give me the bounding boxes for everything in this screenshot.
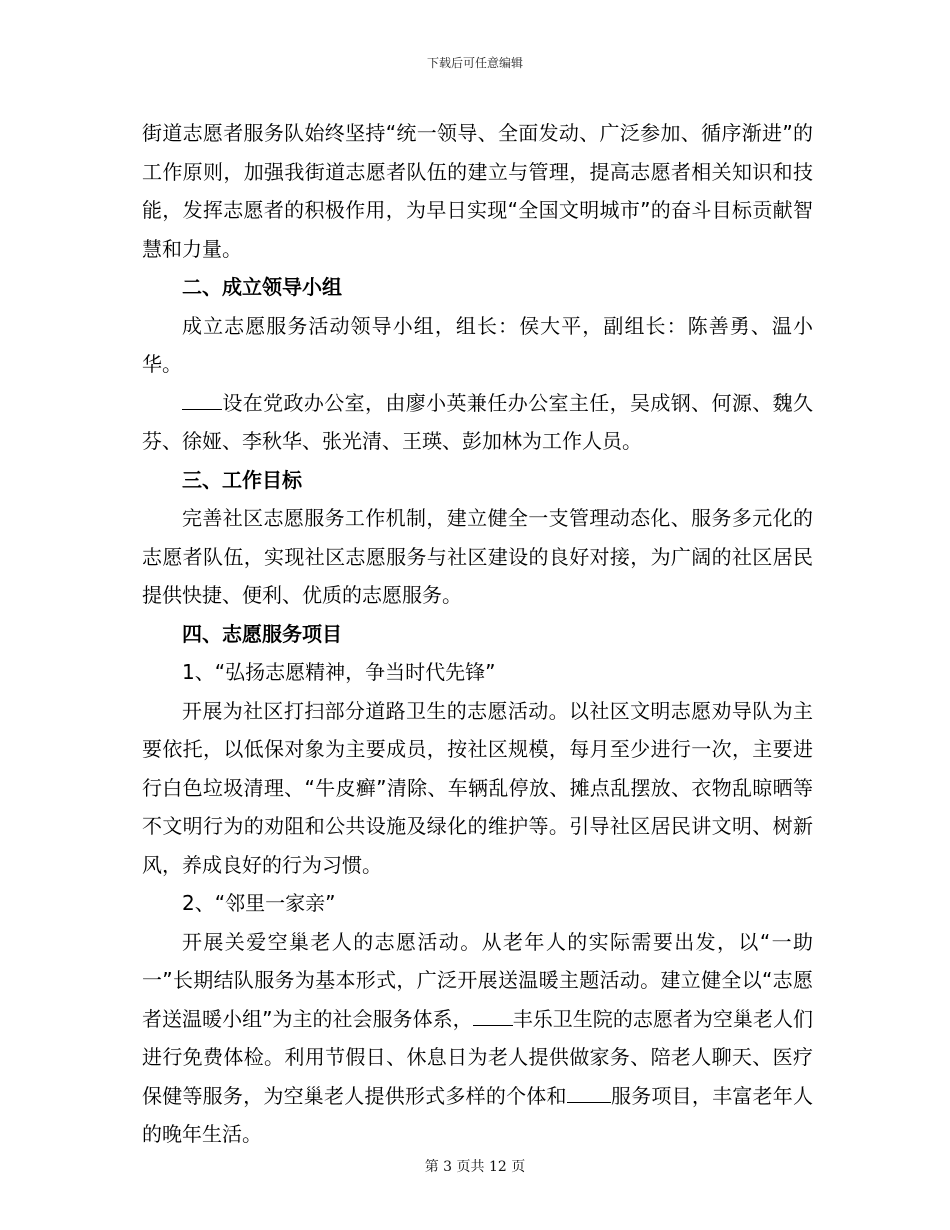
- page-footer: 第 3 页共 12 页: [424, 1159, 526, 1175]
- project-1-title: 1、“弘扬志愿精神，争当时代先锋”: [182, 660, 496, 684]
- fill-in-blank: [567, 1082, 611, 1103]
- section-heading-projects: 四、志愿服务项目: [182, 621, 342, 646]
- project-2-text-c: 服务项目，丰富老年人的晚年生活。: [142, 1083, 814, 1146]
- intro-paragraph: 街道志愿者服务队始终坚持“统一领导、全面发动、广泛参加、循序渐进”的工作原则，加强我街道志愿者队伍的建立与管理，提高志愿者相关知识和技能，发挥志愿者的积极作用，为早日实现“全国文明城市”的奋斗目标贡献智慧和力量。: [142, 121, 813, 261]
- section-heading-leadership: 二、成立领导小组: [182, 275, 342, 299]
- office-paragraph-text: 设在党政办公室，由廖小英兼任办公室主任，吴成钢、何源、魏久芬、徐娅、李秋华、张光清、王瑛、彭加林为工作人员。: [142, 390, 813, 453]
- fill-in-blank: [473, 1005, 513, 1026]
- goals-paragraph: 完善社区志愿服务工作机制，建立健全一支管理动态化、服务多元化的志愿者队伍，实现社区志愿服务与社区建设的良好对接，为广阔的社区居民提供快捷、便利、优质的志愿服务。: [142, 506, 813, 607]
- page-header: 下载后可任意编辑: [426, 56, 523, 70]
- document-body: [142, 114, 813, 1154]
- project-2-text-a: 开展关爱空巢老人的志愿活动。从老年人的实际需要出发，以“一助一”长期结队服务为基本形式，广泛开展送温暖主题活动。建立健全以“志愿者送温暖小组”为主的社会服务体系，: [142, 929, 813, 1031]
- office-paragraph: [142, 384, 813, 461]
- fill-in-blank: [182, 389, 222, 410]
- leadership-paragraph: 成立志愿服务活动领导小组，组长：侯大平，副组长：陈善勇、温小华。: [142, 313, 813, 376]
- project-2-text-b: 丰乐卫生院的志愿者为空巢老人们进行免费体检。利用节假日、休息日为老人提供做家务、陪老人聊天、医疗保健等服务，为空巢老人提供形式多样的个体和: [142, 1006, 813, 1108]
- project-2-paragraph: [142, 923, 813, 1154]
- section-heading-goals: 三、工作目标: [182, 467, 302, 492]
- project-1-paragraph: 开展为社区打扫部分道路卫生的志愿活动。以社区文明志愿劝导队为主要依托，以低保对象为主要成员，按社区规模，每月至少进行一次，主要进行白色垃圾清理、“牛皮癣”清除、车辆乱停放、摊点乱摆放、衣物乱晾晒等不文明行为的劝阻和公共设施及绿化的维护等。引导社区居民讲文明、树新风，养成良好的行为习惯。: [142, 698, 813, 877]
- project-2-title: 2、“邻里一家亲”: [182, 891, 336, 915]
